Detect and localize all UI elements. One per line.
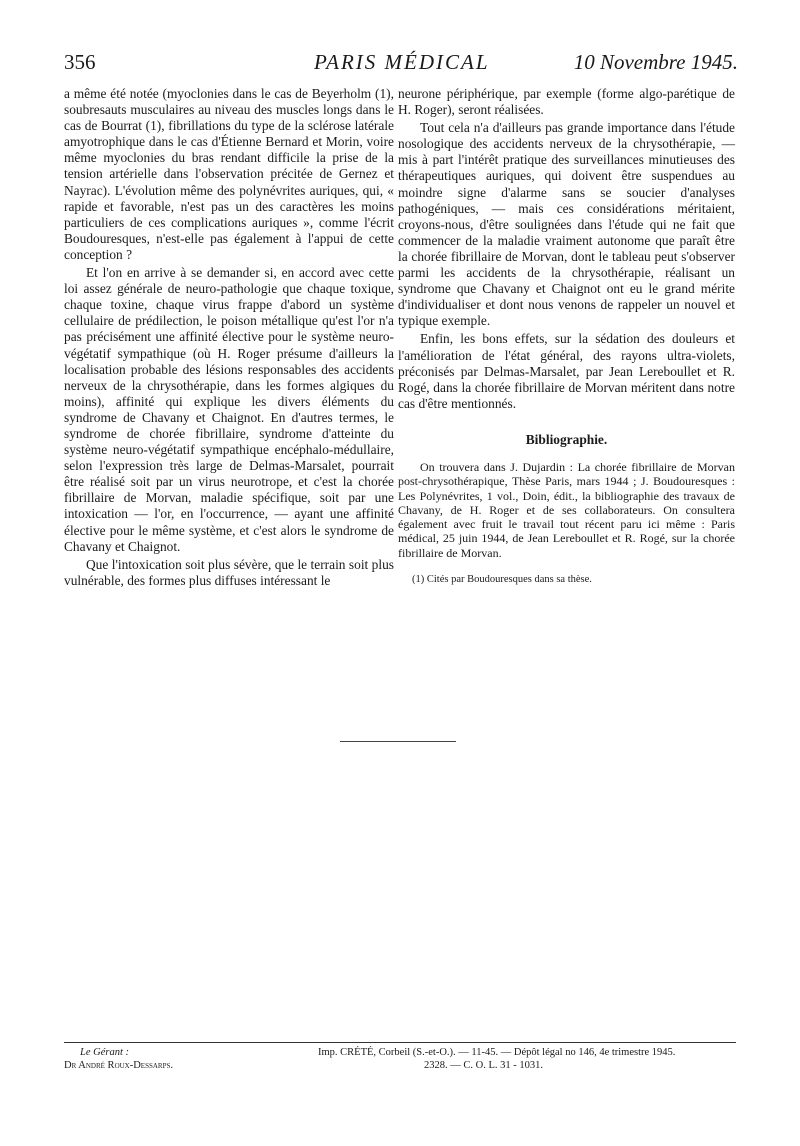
paragraph: Tout cela n'a d'ailleurs pas grande importance dans l'étude nosologique des accidents nerveux de la chrysothérapie, — mis à part l'intérêt pratique des surveillances minutieuses des thérapeutiques auriques, qui doivent être suspendues au moindre signe d'alarme sans se soucier d'analyses pathogéniques, — mais ces considérations méritaient, croyons-nous, d'être soulignées dans l'étude qui ne fait que commencer de la maladie vraiment autonome que paraît être la chorée fibrillaire de Morvan, dont le tableau peut s'observer parmi les accidents de la chrysothérapie, réalisant un syndrome que Chavany et Chaignot ont eu le grand mérite d'individualiser et dont nous venons de rappeler un nouvel et typique exemple. [398,120,735,329]
bibliography-heading: Bibliographie. [525,431,608,447]
right-column [398,86,735,588]
page-number: 356 [64,50,96,74]
page-header [64,50,738,80]
imprint-line: Imp. CRÉTÉ, Corbeil (S.-et-O.). — 11-45. — Dépôt légal no 146, 4e trimestre 1945. [318,1047,676,1058]
bibliography-text: On trouvera dans J. Dujardin : La chorée fibrillaire de Morvan post-chrysothérapique, Thèse Paris, mars 1944 ; J. Boudouresques : Les Polynévrites, 1 vol., Doin, édit., la bibliographie des travaux de Chavany, de H. Roger et de ses collaborateurs. On consultera également avec fruit le travail tout récent paru ici même : Paris médical, 25 juin 1944, de Jean Lereboullet et R. Rogé, sur la chorée fibrillaire de Morvan. [398,459,735,560]
footer-rule [64,1042,736,1043]
footer-gerant [64,1046,173,1072]
paragraph: Que l'intoxication soit plus sévère, que le terrain soit plus vulnérable, des formes plus diffuses intéressant le [64,556,394,588]
paragraph: a même été notée (myoclonies dans le cas de Beyerholm (1), soubresauts musculaires au niveau des muscles longs dans le cas de Bourrat (1), fibrillations du type de la sclérose latérale amyotrophique dans le cas d'Étienne Bernard et Morin, voire même myoclonies du bras rendant difficile la prise de la tension artérielle dans l'observation précitée de Gernez et Nayrac). L'évolution même des polynévrites auriques, qui, « rapide et favorable, n'est pas un des caractères les moins particuliers de ces complications auriques », comme l'écrit Boudouresques, n'est-elle pas également à l'appui de cette conception ? [64,86,394,262]
gerant-name: Dr André Roux-Dessarps. [64,1060,174,1071]
footnote: (1) Cités par Boudouresques dans sa thèse. [412,574,592,586]
gerant-label: Le Gérant : [80,1047,129,1058]
section-divider [340,741,456,742]
left-column [64,86,394,589]
footer-imprint [318,1046,675,1072]
paragraph: Et l'on en arrive à se demander si, en accord avec cette loi assez générale de neuro-pathologie que chaque toxique, chaque toxine, chaque virus frappe d'abord un système cellulaire de prédilection, le poison métallique qu'est l'or n'a pas précisément une affinité élective pour le système neuro-végétatif sympathique (où H. Roger présume d'ailleurs la localisation probable des lésions responsables des accidents nerveux de la chrysothérapie, dans les formes algiques du moins), affinité qui explique les divers éléments du syndrome de Chavany et Chaignot. En d'autres termes, le syndrome de chorée fibrillaire, syndrome d'atteinte du système neuro-végétatif sympathique encéphalo-médullaire, selon l'expression très large de Delmas-Marsalet, pourrait être réalisé soit par un virus neurotrope, et c'est la chorée fibrillaire de Morvan, maladie spécifique, soit par une intoxication — l'or, en l'occurrence, — ayant une affinité élective pour le même système, et c'est alors le syndrome de Chavany et Chaignot. [64,265,394,554]
imprint-line: 2328. — C. O. L. 31 - 1031. [424,1060,543,1071]
issue-date: 10 Novembre 1945. [573,50,738,74]
paragraph: neurone périphérique, par exemple (forme algo-parétique de H. Roger), seront réalisées. [398,86,735,118]
paragraph: Enfin, les bons effets, sur la sédation des douleurs et l'amélioration de l'état général, des rayons ultra-violets, préconisés par Delmas-Marsalet, par Jean Lereboullet et R. Rogé, dans la chorée fibrillaire de Morvan méritent dans notre cas d'être mentionnés. [398,331,735,411]
journal-title: PARIS MÉDICAL [314,50,490,74]
